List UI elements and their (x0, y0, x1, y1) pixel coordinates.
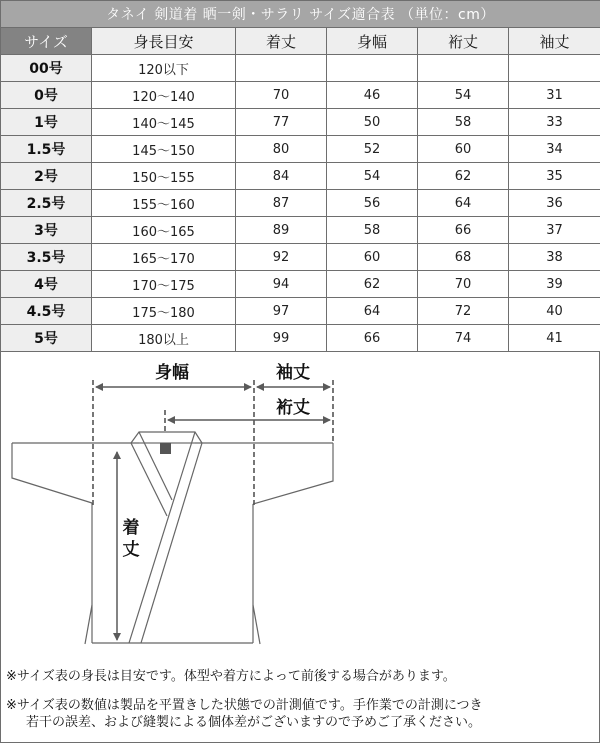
size-label: 3号 (1, 217, 92, 244)
height-cell: 165〜170 (92, 244, 236, 271)
mihaba-cell: 64 (327, 298, 418, 325)
height-cell: 120以下 (92, 55, 236, 82)
size-label: 00号 (1, 55, 92, 82)
size-label: 5号 (1, 325, 92, 352)
height-cell: 140〜145 (92, 109, 236, 136)
sodetake-cell: 34 (509, 136, 600, 163)
notes-section (6, 668, 596, 731)
table-row (1, 55, 600, 82)
yukitake-cell (418, 55, 509, 82)
size-label: 1.5号 (1, 136, 92, 163)
yukitake-cell: 64 (418, 190, 509, 217)
mihaba-cell: 58 (327, 217, 418, 244)
kitake-cell (236, 55, 327, 82)
sodetake-cell: 31 (509, 82, 600, 109)
table-row (1, 298, 600, 325)
mihaba-cell: 66 (327, 325, 418, 352)
size-label: 2号 (1, 163, 92, 190)
height-cell: 175〜180 (92, 298, 236, 325)
note-measurement-line2: 若干の誤差、および縫製による個体差がございますので予めご了承ください。 (26, 715, 482, 730)
sodetake-cell: 41 (509, 325, 600, 352)
mihaba-cell (327, 55, 418, 82)
yukitake-cell: 74 (418, 325, 509, 352)
yukitake-cell: 68 (418, 244, 509, 271)
height-cell: 145〜150 (92, 136, 236, 163)
sodetake-cell: 37 (509, 217, 600, 244)
mihaba-cell: 52 (327, 136, 418, 163)
sodetake-cell: 40 (509, 298, 600, 325)
table-row (1, 244, 600, 271)
kitake-cell: 94 (236, 271, 327, 298)
header-row (1, 28, 600, 55)
height-cell: 155〜160 (92, 190, 236, 217)
header-kitake: 着丈 (236, 28, 327, 55)
table-row (1, 163, 600, 190)
size-label: 4号 (1, 271, 92, 298)
kitake-cell: 70 (236, 82, 327, 109)
sodetake-label: 袖丈 (276, 363, 310, 383)
kitake-cell: 97 (236, 298, 327, 325)
kitake-cell: 99 (236, 325, 327, 352)
size-label: 2.5号 (1, 190, 92, 217)
mihaba-cell: 60 (327, 244, 418, 271)
height-cell: 180以上 (92, 325, 236, 352)
kitake-cell: 92 (236, 244, 327, 271)
garment-outline (12, 432, 333, 644)
title-row (1, 1, 600, 28)
yukitake-cell: 72 (418, 298, 509, 325)
table-row (1, 109, 600, 136)
height-cell: 160〜165 (92, 217, 236, 244)
size-label: 3.5号 (1, 244, 92, 271)
kitake-cell: 89 (236, 217, 327, 244)
yukitake-cell: 66 (418, 217, 509, 244)
mihaba-cell: 50 (327, 109, 418, 136)
mihaba-cell: 56 (327, 190, 418, 217)
height-cell: 120〜140 (92, 82, 236, 109)
kitake-cell: 80 (236, 136, 327, 163)
mihaba-label: 身幅 (155, 363, 189, 383)
kitake-cell: 87 (236, 190, 327, 217)
height-cell: 170〜175 (92, 271, 236, 298)
sodetake-cell: 35 (509, 163, 600, 190)
table-row (1, 217, 600, 244)
kitake-cell: 84 (236, 163, 327, 190)
sodetake-cell: 36 (509, 190, 600, 217)
table-row (1, 325, 600, 352)
kitake-cell: 77 (236, 109, 327, 136)
size-chart-table (0, 0, 600, 352)
note-height-guideline: ※サイズ表の身長は目安です。体型や着方によって前後する場合があります。 (6, 669, 456, 684)
mihaba-cell: 62 (327, 271, 418, 298)
mihaba-cell: 46 (327, 82, 418, 109)
table-title: タネイ 剣道着 晒一剣・サラリ サイズ適合表 （単位：cm） (1, 1, 600, 28)
size-label: 4.5号 (1, 298, 92, 325)
sodetake-cell: 39 (509, 271, 600, 298)
sodetake-cell (509, 55, 600, 82)
header-size: サイズ (1, 28, 92, 55)
yukitake-cell: 60 (418, 136, 509, 163)
yukitake-label: 裄丈 (276, 398, 310, 418)
yukitake-cell: 62 (418, 163, 509, 190)
sodetake-cell: 38 (509, 244, 600, 271)
neck-point-marker (160, 443, 171, 454)
header-mihaba: 身幅 (327, 28, 418, 55)
height-cell: 150〜155 (92, 163, 236, 190)
table-row (1, 136, 600, 163)
mihaba-cell: 54 (327, 163, 418, 190)
garment-diagram (1, 352, 599, 652)
sodetake-cell: 33 (509, 109, 600, 136)
note-measurement-line1: ※サイズ表の数値は製品を平置きした状態での計測値です。手作業での計測につき (6, 698, 483, 713)
yukitake-cell: 70 (418, 271, 509, 298)
kitake-label-1: 着 (122, 518, 140, 538)
table-row (1, 190, 600, 217)
header-sodetake: 袖丈 (509, 28, 600, 55)
size-label: 0号 (1, 82, 92, 109)
table-row (1, 82, 600, 109)
note-measurement-disclaimer (6, 697, 596, 731)
table-row (1, 271, 600, 298)
header-height: 身長目安 (92, 28, 236, 55)
size-label: 1号 (1, 109, 92, 136)
yukitake-cell: 58 (418, 109, 509, 136)
yukitake-cell: 54 (418, 82, 509, 109)
kitake-label-2: 丈 (122, 540, 140, 560)
header-yukitake: 裄丈 (418, 28, 509, 55)
